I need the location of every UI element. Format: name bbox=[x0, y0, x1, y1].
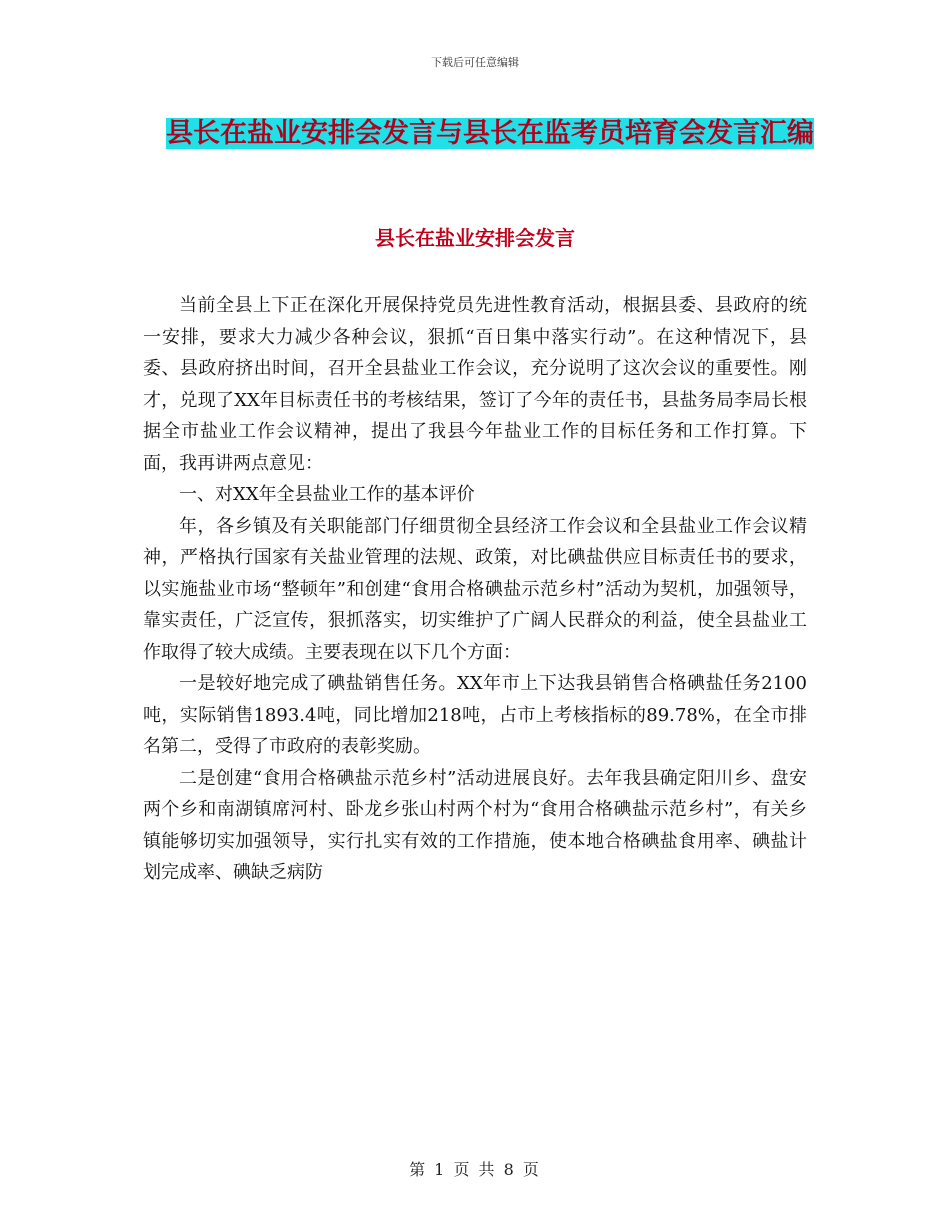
paragraph: 二是创建“食用合格碘盐示范乡村”活动进展良好。去年我县确定阳川乡、盘安两个乡和南湖镇席河村、卧龙乡张山村两个村为“食用合格碘盐示范乡村”，有关乡镇能够切实加强领导，实行扎实有效的工作措施，使本地合格碘盐食用率、碘盐计划完成率、碘缺乏病防 bbox=[143, 767, 807, 883]
header-note: 下载后可任意编辑 bbox=[431, 56, 519, 69]
document-title bbox=[150, 112, 830, 156]
section-title: 县长在盐业安排会发言 bbox=[375, 226, 575, 250]
page-number: 第 1 页 共 8 页 bbox=[409, 1160, 541, 1179]
paragraph: 当前全县上下正在深化开展保持党员先进性教育活动，根据县委、县政府的统一安排，要求大力减少各种会议，狠抓“百日集中落实行动”。在这种情况下，县委、县政府挤出时间，召开全县盐业工作会议，充分说明了这次会议的重要性。刚才，兑现了XX年目标责任书的考核结果，签订了今年的责任书，县盐务局李局长根据全市盐业工作会议精神，提出了我县今年盐业工作的目标任务和工作打算。下面，我再讲两点意见： bbox=[143, 295, 807, 474]
paragraph: 一、对XX年全县盐业工作的基本评价 bbox=[179, 484, 475, 505]
paragraph: 年，各乡镇及有关职能部门仔细贯彻全县经济工作会议和全县盐业工作会议精神，严格执行国家有关盐业管理的法规、政策，对比碘盐供应目标责任书的要求，以实施盐业市场“整顿年”和创建“食用合格碘盐示范乡村”活动为契机，加强领导，靠实责任，广泛宣传，狠抓落实，切实维护了广阔人民群众的利益，使全县盐业工作取得了较大成绩。主要表现在以下几个方面： bbox=[143, 515, 807, 663]
document-title-text: 县长在盐业安排会发言与县长在监考员培育会发言汇编 bbox=[166, 118, 814, 149]
paragraph: 一是较好地完成了碘盐销售任务。XX年市上下达我县销售合格碘盐任务2100吨，实际销售1893.4吨，同比增加218吨，占市上考核指标的89.78%，在全市排名第二，受得了市政府的表彰奖励。 bbox=[143, 673, 807, 757]
document-body bbox=[143, 290, 807, 889]
